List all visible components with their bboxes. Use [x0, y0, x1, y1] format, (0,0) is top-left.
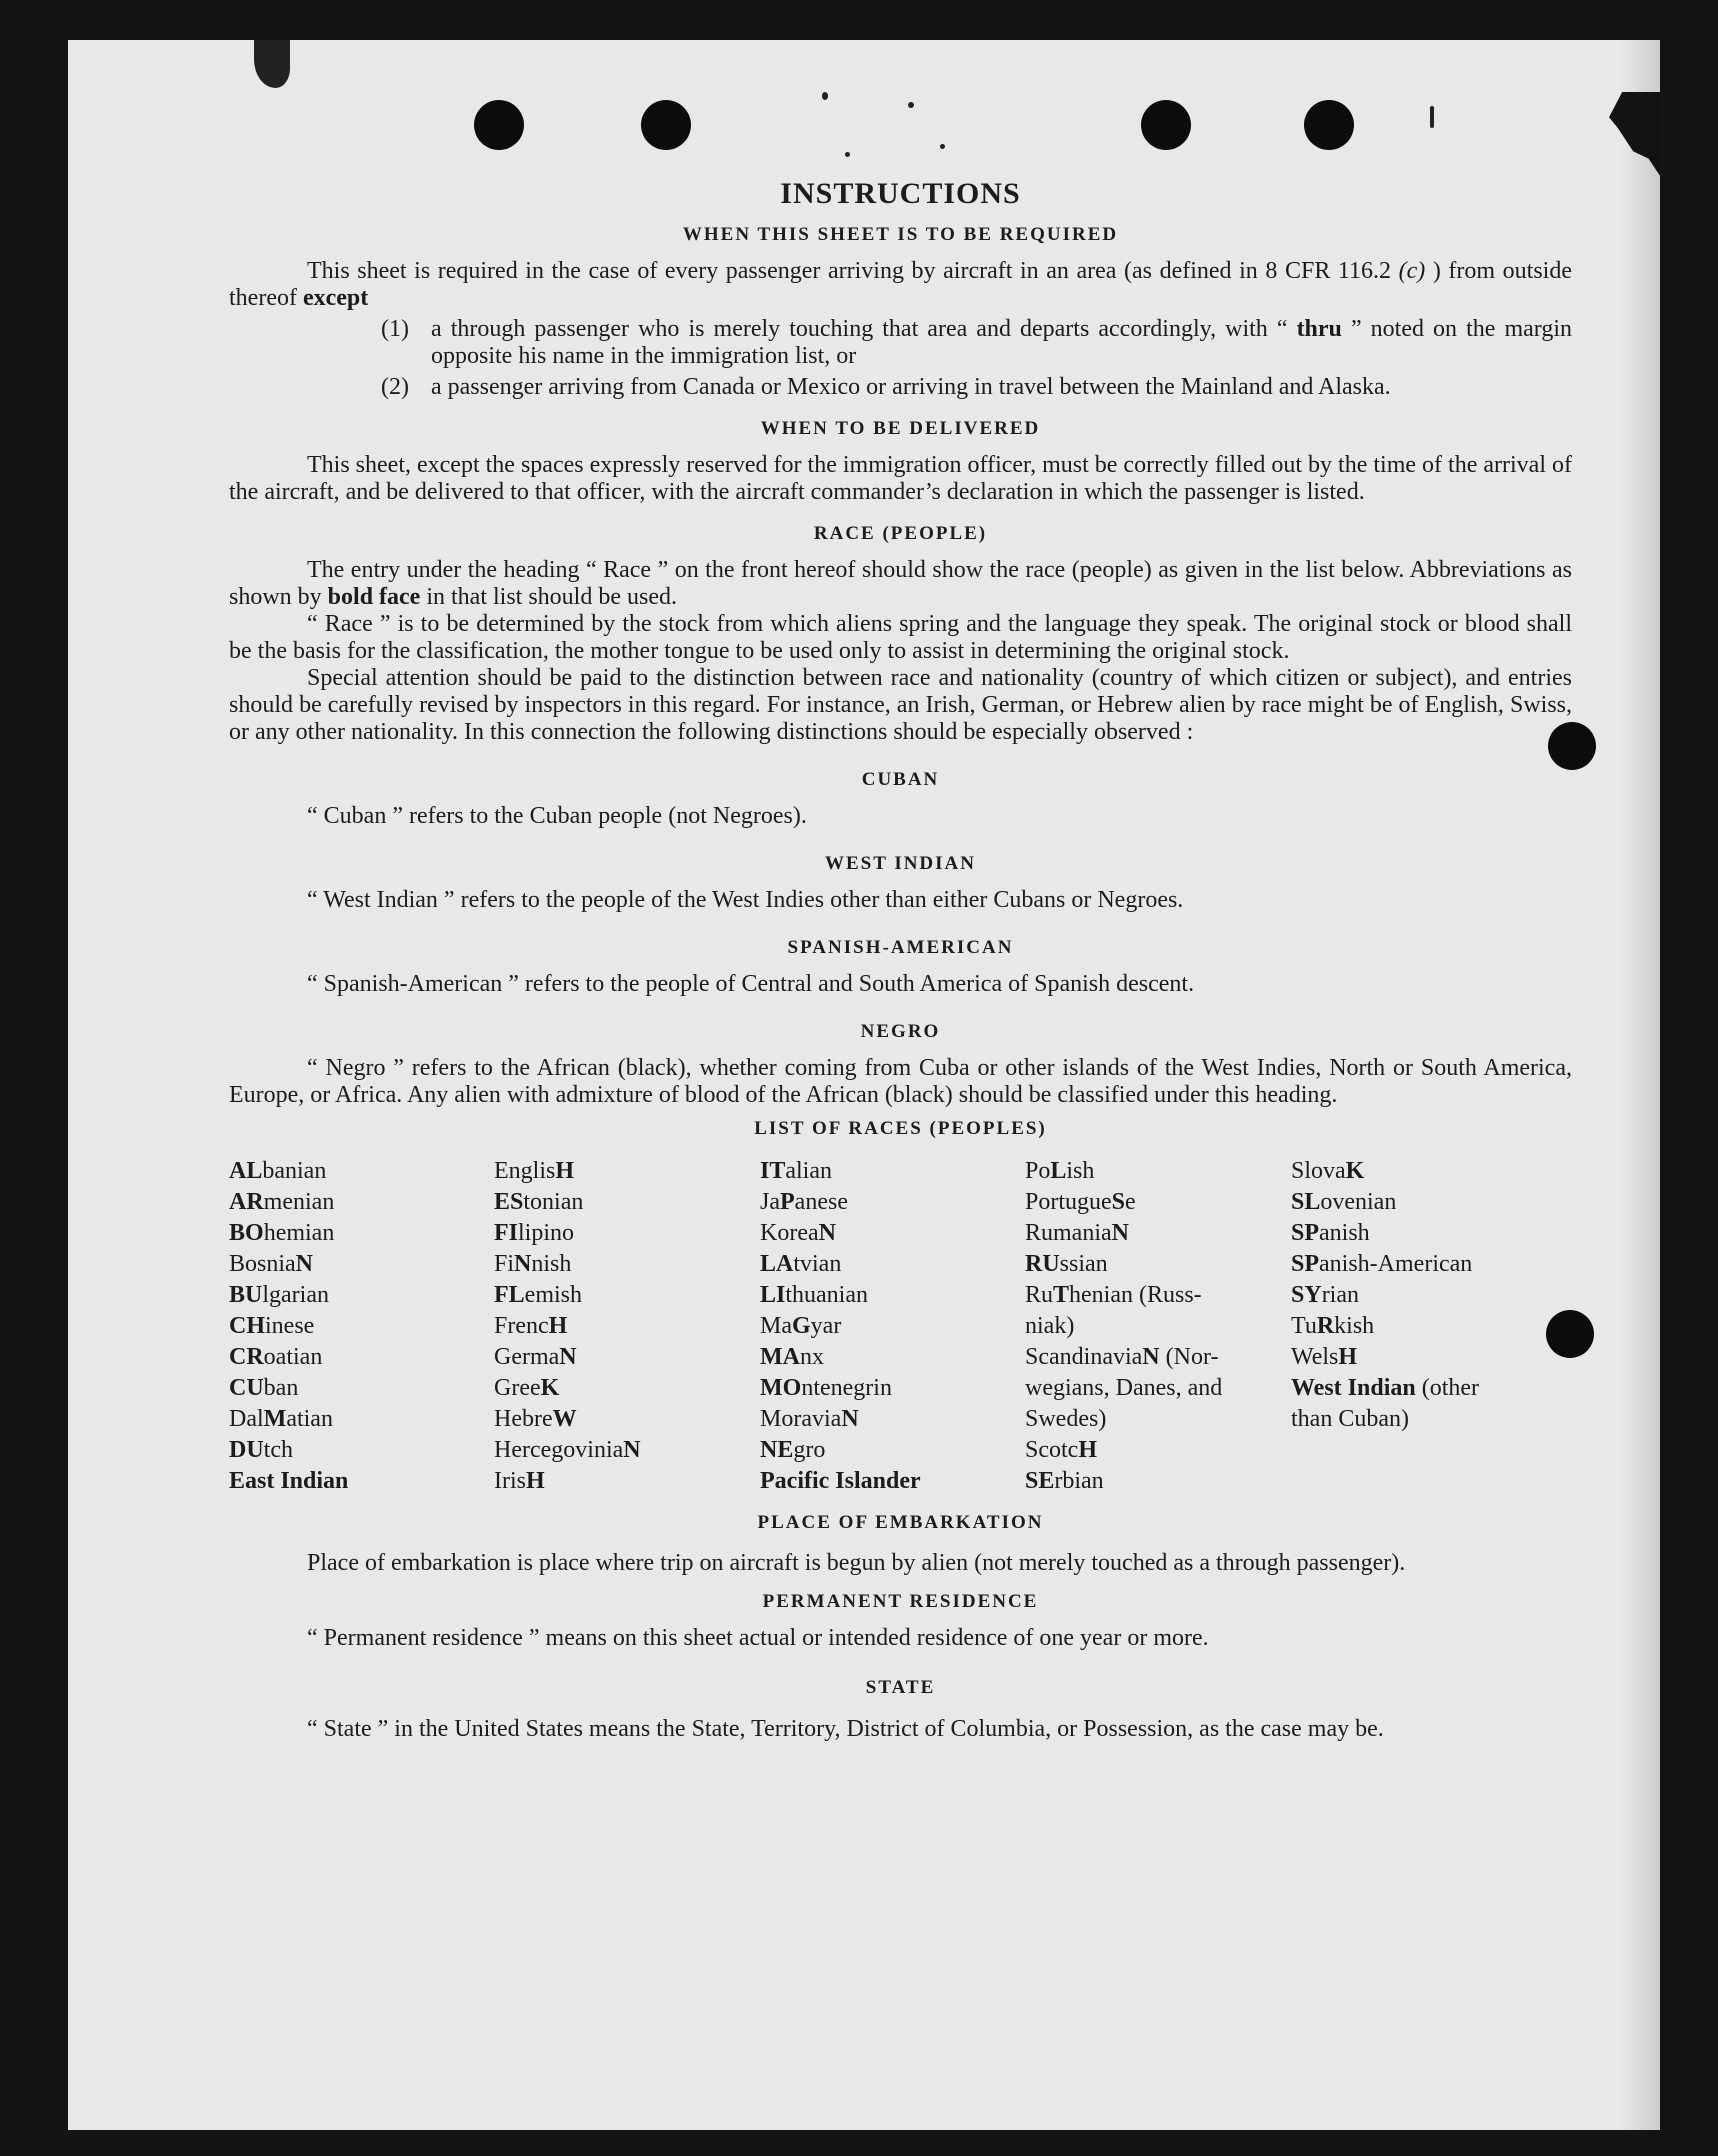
- race-entry: RumaniaN: [1025, 1220, 1129, 1246]
- race-entry: FIlipino: [494, 1220, 575, 1246]
- section-heading-state: STATE: [865, 1677, 936, 1698]
- paragraph-state: “ State ” in the United States means the State, Territory, District of Columbia, or Possession, as the case may be.: [307, 1716, 1384, 1742]
- page-title: INSTRUCTIONS: [780, 177, 1021, 210]
- race-entry: CRoatian: [229, 1344, 323, 1370]
- section-heading-west-indian: WEST INDIAN: [825, 853, 976, 874]
- race-entry: ARmenian: [229, 1189, 335, 1215]
- race-entry: DUtch: [229, 1437, 293, 1463]
- race-entry: SLovenian: [1291, 1189, 1397, 1215]
- section-heading-when-delivered: WHEN TO BE DELIVERED: [760, 418, 1041, 439]
- race-entry: MaGyar: [760, 1313, 842, 1339]
- paragraph-when-delivered: This sheet, except the spaces expressly reserved for the immigration officer, must be correctly filled out by the time of the arrival of the aircraft, and be delivered to that officer, with the aircraft commander’s declaration in which the passenger is listed.: [229, 452, 1572, 505]
- paragraph-when-required: This sheet is required in the case of every passenger arriving by aircraft in an area (as defined in 8 CFR 116.2 (c) ) from outside thereof except: [229, 258, 1572, 311]
- race-entry: CUban: [229, 1375, 299, 1401]
- race-entry: ALbanian: [229, 1158, 327, 1184]
- exception-item-1: (1) a through passenger who is merely touching that area and departs accordingly, with “ thru ” noted on the margin opposite his name in the immigration list, or: [381, 316, 1573, 369]
- race-entry: ScotcH: [1025, 1437, 1097, 1463]
- race-entry: PortugueSe: [1025, 1189, 1136, 1215]
- race-entry: MOntenegrin: [760, 1375, 892, 1401]
- speck: [845, 152, 850, 157]
- paragraph-race-3: Special attention should be paid to the distinction between race and nationality (country of which citizen or subject), and entries should be carefully revised by inspectors in this regard. For instance, an Irish, German, or Hebrew alien by race might be of English, Swiss, or any other nationality. In this connection the following distinctions should be especially observed :: [229, 665, 1572, 745]
- race-entry: FrencH: [494, 1313, 568, 1339]
- race-entry: TuRkish: [1291, 1313, 1375, 1339]
- race-entry: CHinese: [229, 1313, 315, 1339]
- document-sheet: [68, 40, 1660, 2130]
- race-entry: MoraviaN: [760, 1406, 859, 1432]
- race-entry: GreeK: [494, 1375, 560, 1401]
- race-entry: HebreW: [494, 1406, 577, 1432]
- punch-hole: [474, 100, 524, 150]
- race-entry: Pacific Islander: [760, 1468, 921, 1494]
- race-entry: EnglisH: [494, 1158, 575, 1184]
- speck: [940, 144, 945, 149]
- race-entry: FiNnish: [494, 1251, 572, 1277]
- race-entry: BosniaN: [229, 1251, 314, 1277]
- race-entry: SlovaK: [1291, 1158, 1365, 1184]
- section-heading-negro: NEGRO: [860, 1021, 941, 1042]
- races-column-1: [229, 1156, 494, 1497]
- race-entry: SYrian: [1291, 1282, 1359, 1308]
- races-list: [229, 1156, 1572, 1497]
- race-entry: RUssian: [1025, 1251, 1108, 1277]
- race-entry: SPanish-American: [1291, 1251, 1473, 1277]
- instructions-content: [229, 177, 1573, 1747]
- section-heading-cuban: CUBAN: [861, 769, 940, 790]
- race-entry: EStonian: [494, 1189, 584, 1215]
- punch-hole: [1304, 100, 1354, 150]
- race-entry: East Indian: [229, 1468, 349, 1494]
- races-column-3: [760, 1156, 1025, 1497]
- section-heading-races-list: LIST OF RACES (PEOPLES): [754, 1118, 1047, 1139]
- paragraph-residence: “ Permanent residence ” means on this sheet actual or intended residence of one year or more.: [307, 1625, 1209, 1651]
- race-entry: KoreaN: [760, 1220, 836, 1246]
- race-entry: RuThenian (Russ-niak): [1025, 1282, 1202, 1339]
- race-entry: BOhemian: [229, 1220, 335, 1246]
- section-heading-residence: PERMANENT RESIDENCE: [762, 1591, 1039, 1612]
- race-entry: BUlgarian: [229, 1282, 329, 1308]
- race-entry: HercegoviniaN: [494, 1437, 641, 1463]
- race-entry: NEgro: [760, 1437, 826, 1463]
- speck: [822, 92, 828, 100]
- race-entry: FLemish: [494, 1282, 582, 1308]
- section-heading-when-required: WHEN THIS SHEET IS TO BE REQUIRED: [682, 224, 1119, 245]
- exception-item-2: (2) a passenger arriving from Canada or Mexico or arriving in travel between the Mainland and Alaska.: [381, 374, 1391, 400]
- paragraph-race-2: “ Race ” is to be determined by the stock from which aliens spring and the language they speak. The original stock or blood shall be the basis for the classification, the mother tongue to be used only to assist in determining the original stock.: [229, 611, 1572, 664]
- torn-corner: [1554, 92, 1660, 182]
- punch-hole: [1141, 100, 1191, 150]
- race-entry: ScandinaviaN (Nor-wegians, Danes, and Swedes): [1025, 1344, 1223, 1432]
- section-heading-embarkation: PLACE OF EMBARKATION: [757, 1512, 1044, 1533]
- speck: [254, 40, 290, 88]
- race-entry: SErbian: [1025, 1468, 1104, 1494]
- races-column-4: [1025, 1156, 1291, 1497]
- section-heading-spanish-american: SPANISH-AMERICAN: [787, 937, 1014, 958]
- race-entry: MAnx: [760, 1344, 824, 1370]
- race-entry: SPanish: [1291, 1220, 1370, 1246]
- race-entry: PoLish: [1025, 1158, 1095, 1184]
- race-entry: ITalian: [760, 1158, 832, 1184]
- paragraph-west-indian: “ West Indian ” refers to the people of the West Indies other than either Cubans or Negroes.: [307, 887, 1184, 913]
- races-column-5: [1291, 1156, 1506, 1497]
- races-column-2: [494, 1156, 760, 1497]
- race-entry: GermaN: [494, 1344, 577, 1370]
- section-heading-race: RACE (PEOPLE): [813, 523, 988, 544]
- paragraph-race-1: The entry under the heading “ Race ” on the front hereof should show the race (people) as given in the list below. Abbreviations as shown by bold face in that list should be used.: [229, 557, 1572, 610]
- paragraph-cuban: “ Cuban ” refers to the Cuban people (not Negroes).: [307, 803, 807, 829]
- race-entry: WelsH: [1291, 1344, 1358, 1370]
- speck: [908, 102, 914, 108]
- speck: [1430, 106, 1434, 128]
- race-entry: LAtvian: [760, 1251, 842, 1277]
- race-entry: LIthuanian: [760, 1282, 868, 1308]
- race-entry: IrisH: [494, 1468, 545, 1494]
- race-entry: DalMatian: [229, 1406, 333, 1432]
- paragraph-embarkation: Place of embarkation is place where trip on aircraft is begun by alien (not merely touched as a through passenger).: [307, 1550, 1406, 1576]
- paragraph-negro: “ Negro ” refers to the African (black), whether coming from Cuba or other islands of the West Indies, North or South America, Europe, or Africa. Any alien with admixture of blood of the African (black) should be classified under this heading.: [229, 1055, 1572, 1108]
- race-entry: JaPanese: [760, 1189, 848, 1215]
- punch-hole: [641, 100, 691, 150]
- race-entry: West Indian (other than Cuban): [1291, 1375, 1480, 1432]
- paragraph-spanish-american: “ Spanish-American ” refers to the people of Central and South America of Spanish descent.: [307, 971, 1195, 997]
